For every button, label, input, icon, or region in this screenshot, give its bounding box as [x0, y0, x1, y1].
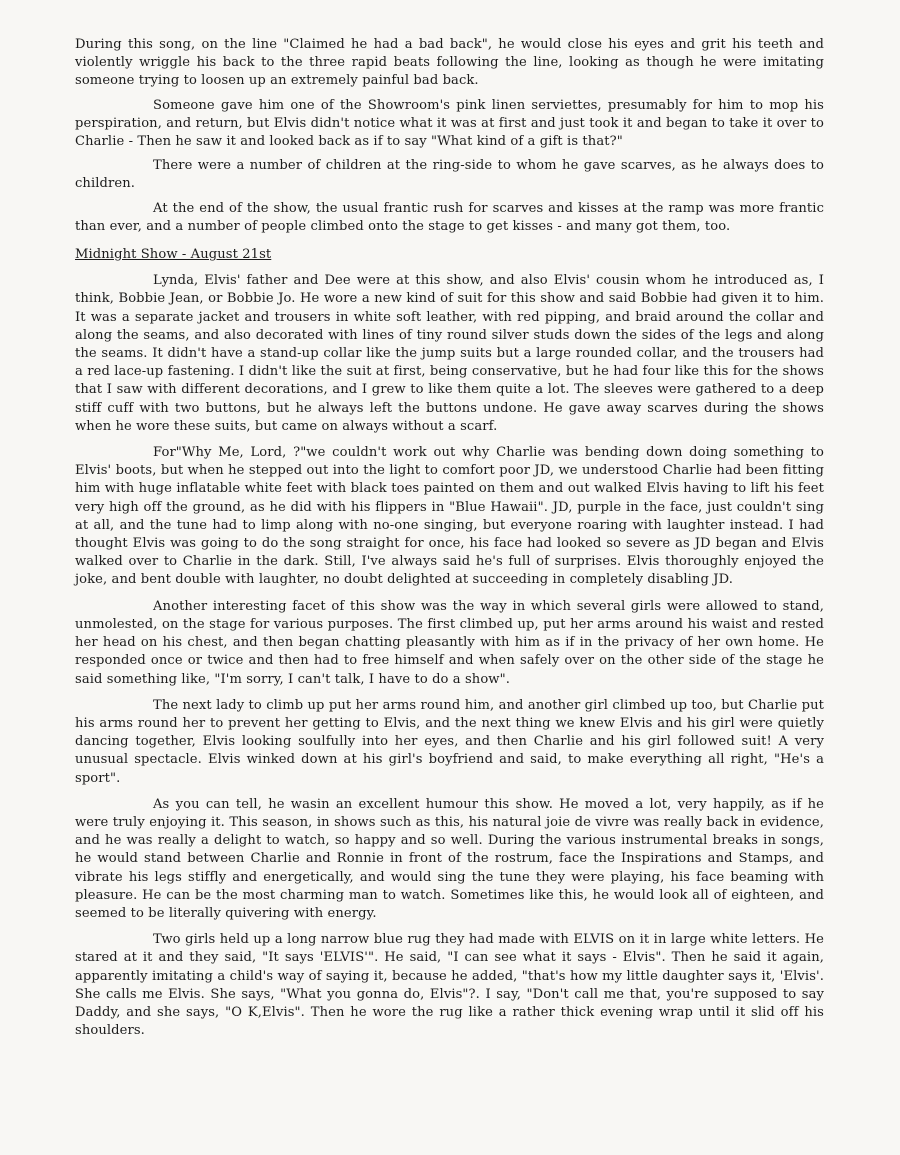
paragraph: Someone gave him one of the Showroom's pink linen serviettes, presumably for him to mop his perspiration, and return, but Elvis didn't notice what it was at first and just took it and began to take it over to Charlie - Then he saw it and looked back as if to say "What kind of a gift is that?"	[75, 97, 824, 150]
paragraph: During this song, on the line "Claimed he had a bad back", he would close his eyes and grit his teeth and violently wriggle his back to the three rapid beats following the line, looking as though he were imitating someone trying to loosen up an extremely painful bad back.	[75, 37, 824, 89]
section-heading: Midnight Show - August 21st	[75, 247, 272, 263]
paragraph: As you can tell, he wasin an excellent humour this show. He moved a lot, very happily, as if he were truly enjoying it. This season, in shows such as this, his natural joie de vivre was really back in evidence, and he was really a delight to watch, so happy and so well. During the various instrumental breaks in songs, he would stand between Charlie and Ronnie in front of the rostrum, face the Inspirations and Stamps, and vibrate his legs stiffly and energetically, and would sing the tune they were playing, his face beaming with pleasure. He can be the most charming man to watch. Sometimes like this, he would look all of eighteen, and seemed to be literally quivering with energy.	[75, 796, 824, 921]
paragraph: There were a number of children at the ring-side to whom he gave scarves, as he always does to children.	[75, 158, 824, 192]
paragraph: Lynda, Elvis' father and Dee were at this show, and also Elvis' cousin whom he introduced as, I think, Bobbie Jean, or Bobbie Jo. He wore a new kind of suit for this show and said Bobbie had given it to him. It was a separate jacket and trousers in white soft leather, with red pipping, and braid around the collar and along the seams, and also decorated with lines of tiny round silver studs down the sides of the legs and along the seams. It didn't have a stand-up collar like the jump suits but a large rounded collar, and the trousers had a red lace-up fastening. I didn't like the suit at first, being conservative, but he had four like this for the shows that I saw with different decorations, and I grew to like them quite a lot. The sleeves were gathered to a deep stiff cuff with two buttons, but he always left the buttons undone. He gave away scarves during the shows when he wore these suits, but came on always without a scarf.	[75, 273, 824, 434]
paragraph: For"Why Me, Lord, ?"we couldn't work out why Charlie was bending down doing something to Elvis' boots, but when he stepped out into the light to comfort poor JD, we understood Charlie had been fitting him with huge inflatable white feet with black toes painted on them and out walked Elvis having to lift his feet very high off the ground, as he did with his flippers in "Blue Hawaii". JD, purple in the face, just couldn't sing at all, and the tune had to limp along with no-one singing, but everyone roaring with laughter instead. I had thought Elvis was going to do the song straight for once, his face had looked so severe as JD began and Elvis walked over to Charlie in the dark. Still, I've always said he's full of surprises. Elvis thoroughly enjoyed the joke, and bent double with laughter, no doubt delighted at succeeding in completely disabling JD.	[75, 445, 824, 588]
paragraph: Two girls held up a long narrow blue rug they had made with ELVIS on it in large white letters. He stared at it and they said, "It says 'ELVIS'". He said, "I can see what it says - Elvis". Then he said it again, apparently imitating a child's way of saying it, because he added, "that's how my little daughter says it, 'Elvis'. She calls me Elvis. She says, "What you gonna do, Elvis"?. I say, "Don't call me that, you're supposed to say Daddy, and she says, "O K,Elvis". Then he wore the rug like a rather thick evening wrap until it slid off his shoulders.	[75, 932, 824, 1039]
paragraph: The next lady to climb up put her arms round him, and another girl climbed up too, but Charlie put his arms round her to prevent her getting to Elvis, and the next thing we knew Elvis and his girl were quietly dancing together, Elvis looking soulfully into her eyes, and then Charlie and his girl followed suit! A very unusual spectacle. Elvis winked down at his girl's boyfriend and said, to make everything all right, "He's a sport".	[75, 697, 824, 786]
paragraph: Another interesting facet of this show was the way in which several girls were allowed to stand, unmolested, on the stage for various purposes. The first climbed up, put her arms around his waist and rested her head on his chest, and then began chatting pleasantly with him as if in the privacy of her own home. He responded once or twice and then had to free himself and when safely over on the other side of the stage he said something like, "I'm sorry, I can't talk, I have to do a show".	[75, 598, 824, 687]
paragraph: At the end of the show, the usual frantic rush for scarves and kisses at the ramp was more frantic than ever, and a number of people climbed onto the stage to get kisses - and many got them, too.	[75, 200, 824, 234]
